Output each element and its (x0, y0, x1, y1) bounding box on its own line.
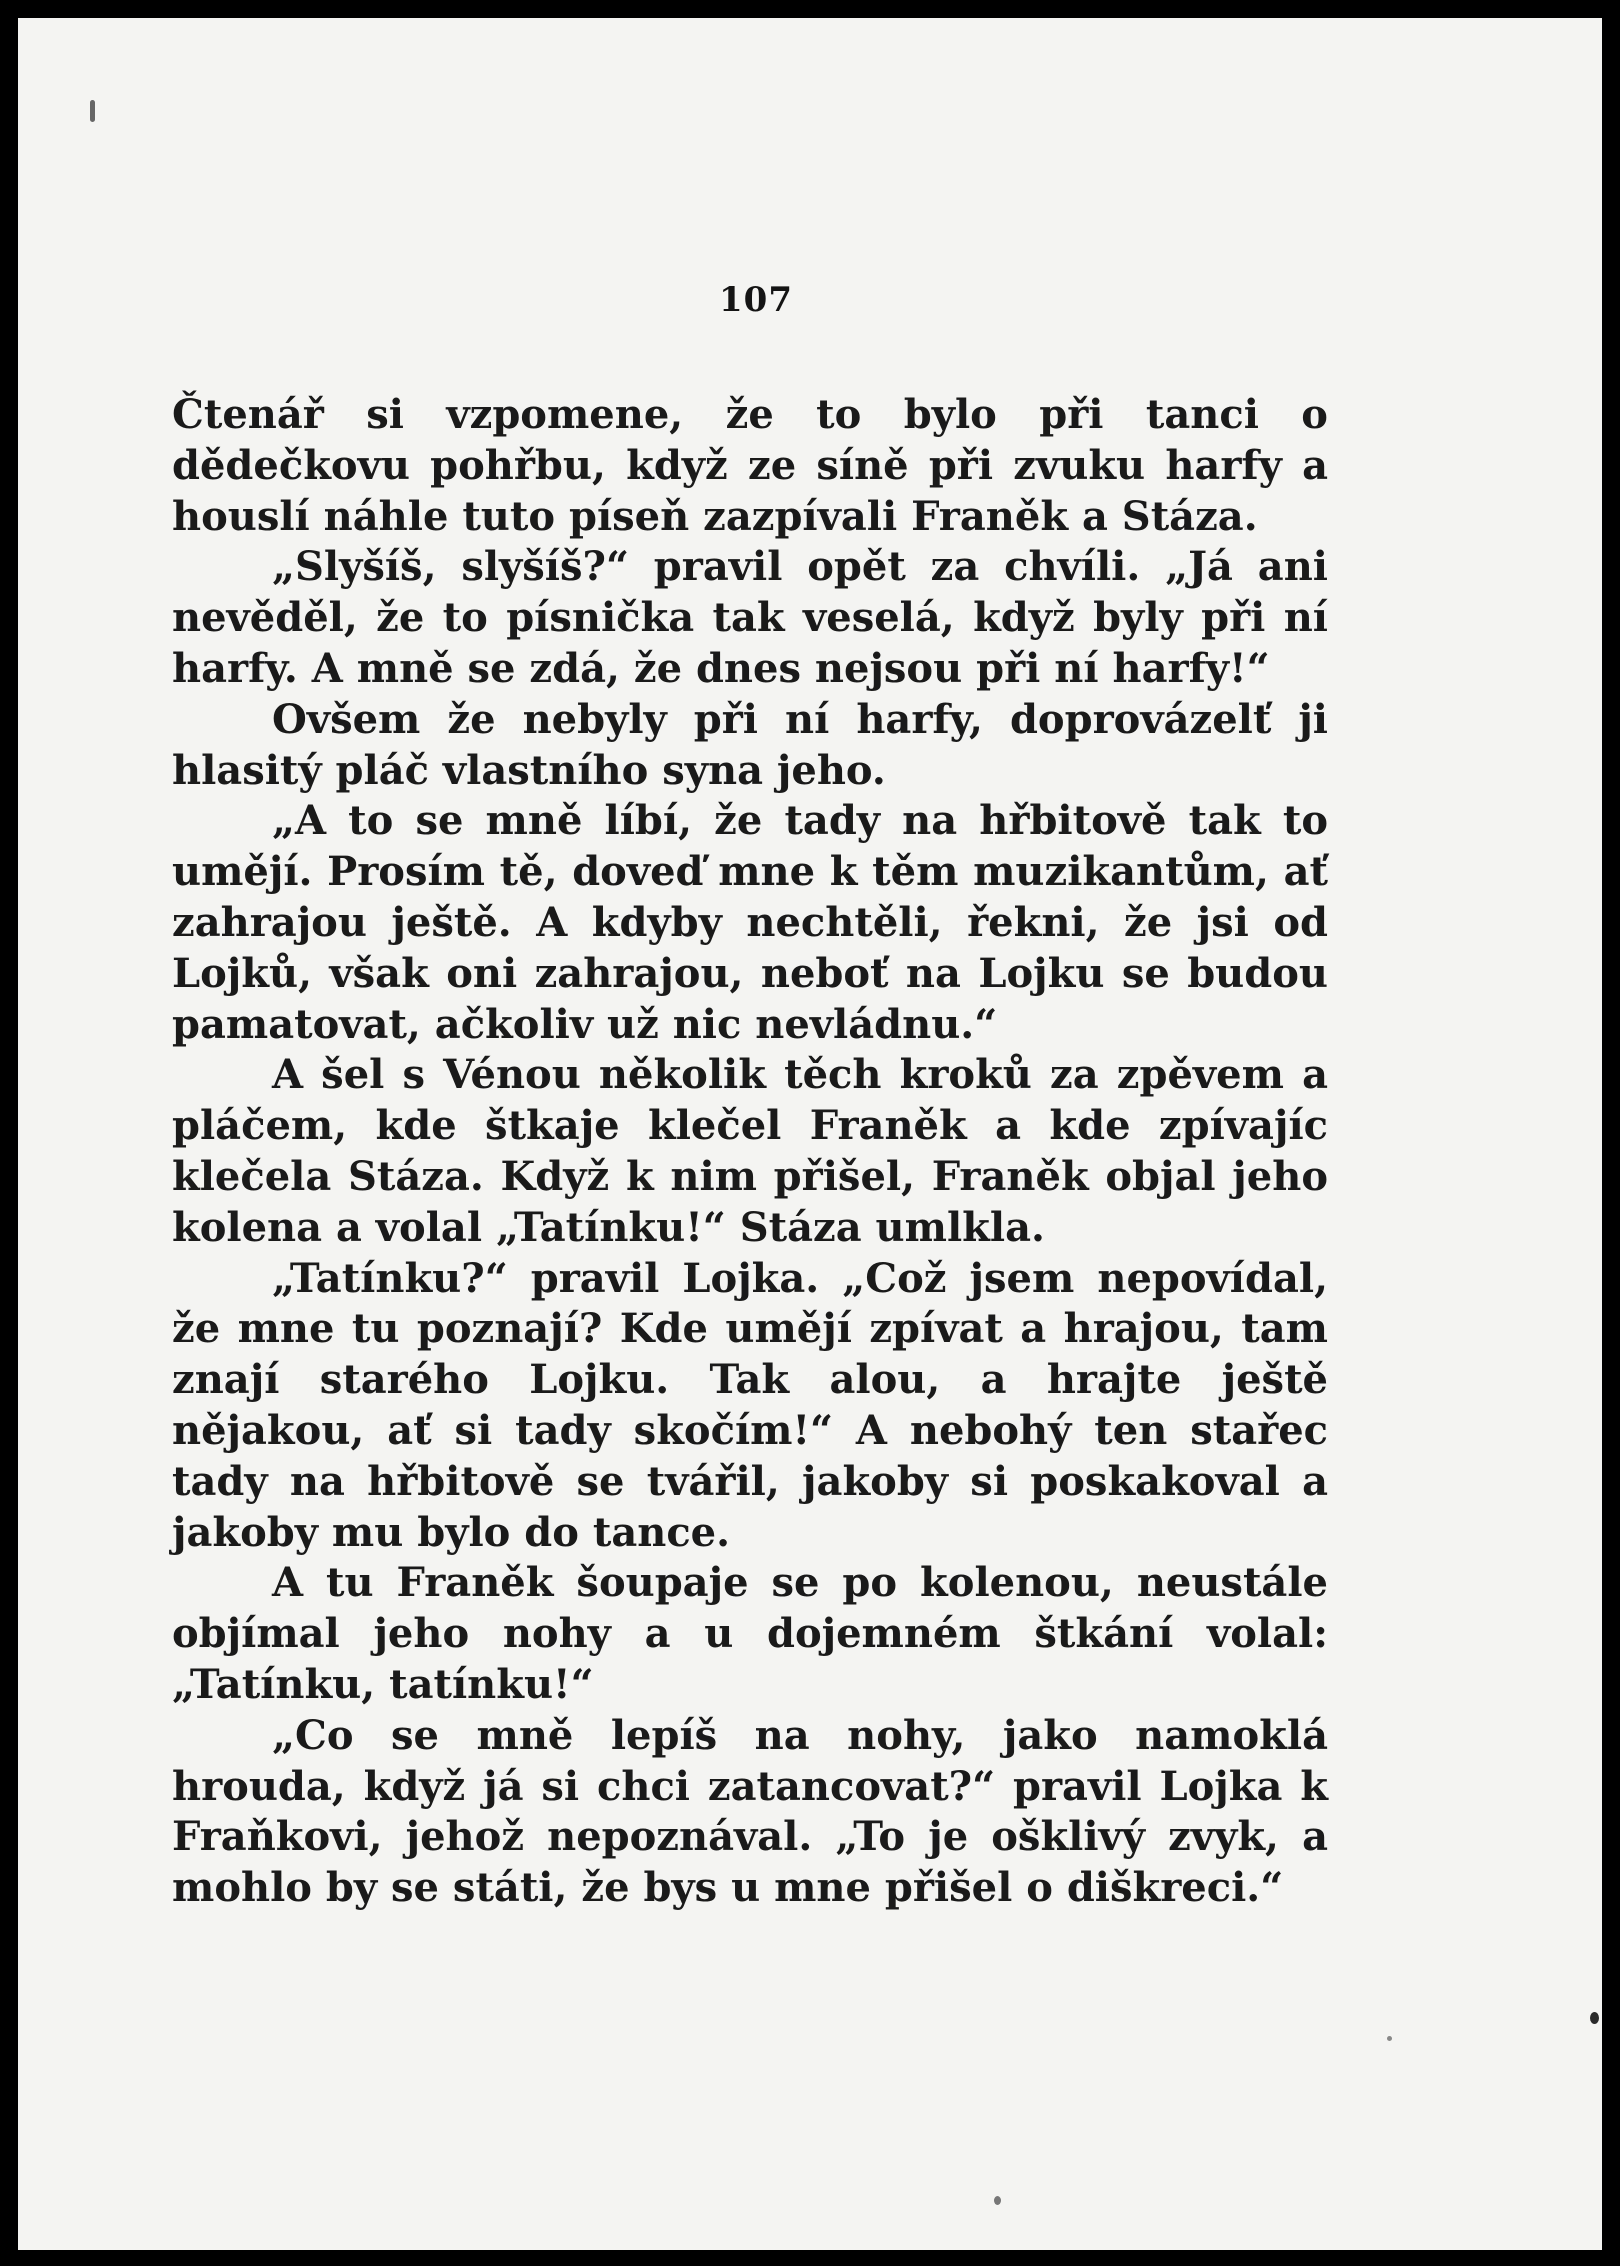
paragraph: „Co se mně lepíš na nohy, jako namoklá hrouda, když já si chci zatancovat?“ pravil Lojka k Fraňkovi, jehož nepoznával. „To je ošklivý zvyk, a mohlo by se státi, že bys u mne přišel o diškreci.“ (172, 1711, 1328, 1912)
scan-speck (994, 2196, 1001, 2205)
scan-speck (1387, 2036, 1392, 2041)
body-text (172, 390, 1328, 1914)
paragraph: „Slyšíš, slyšíš?“ pravil opět za chvíli. „Já ani nevěděl, že to písnička tak veselá, když byly při ní harfy. A mně se zdá, že dnes nejsou při ní harfy!“ (172, 543, 1328, 692)
paragraph: Čtenář si vzpomene, že to bylo při tanci o dědečkovu pohřbu, když ze síně při zvuku harfy a houslí náhle tuto píseň zazpívali Franěk a Stáza. (172, 391, 1328, 540)
paragraph: A tu Franěk šoupaje se po kolenou, neustále objímal jeho nohy a u dojemném štkání volal: „Tatínku, tatínku!“ (172, 1559, 1328, 1708)
paragraph: „A to se mně líbí, že tady na hřbitově tak to umějí. Prosím tě, doveď mne k těm muzikantům, ať zahrajou ještě. A kdyby nechtěli, řekni, že jsi od Lojků, však oni zahrajou, neboť na Lojku se budou pamatovat, ačkoliv už nic nevládnu.“ (172, 797, 1328, 1048)
scan-speck (1590, 2012, 1599, 2024)
scan-speck (90, 100, 95, 122)
book-page (18, 18, 1602, 2250)
page-number: 107 (719, 280, 793, 320)
paragraph: „Tatínku?“ pravil Lojka. „Což jsem nepovídal, že mne tu poznají? Kde umějí zpívat a hrajou, tam znají starého Lojku. Tak alou, a hrajte ještě nějakou, ať si tady skočím!“ A nebohý ten stařec tady na hřbitově se tvářil, jakoby si poskakoval a jakoby mu bylo do tance. (172, 1254, 1328, 1556)
paragraph: Ovšem že nebyly při ní harfy, doprovázelť ji hlasitý pláč vlastního syna jeho. (172, 695, 1328, 794)
paragraph: A šel s Vénou několik těch kroků za zpěvem a pláčem, kde štkaje klečel Franěk a kde zpívajíc klečela Stáza. Když k nim přišel, Franěk objal jeho kolena a volal „Tatínku!“ Stáza umlkla. (172, 1051, 1328, 1251)
